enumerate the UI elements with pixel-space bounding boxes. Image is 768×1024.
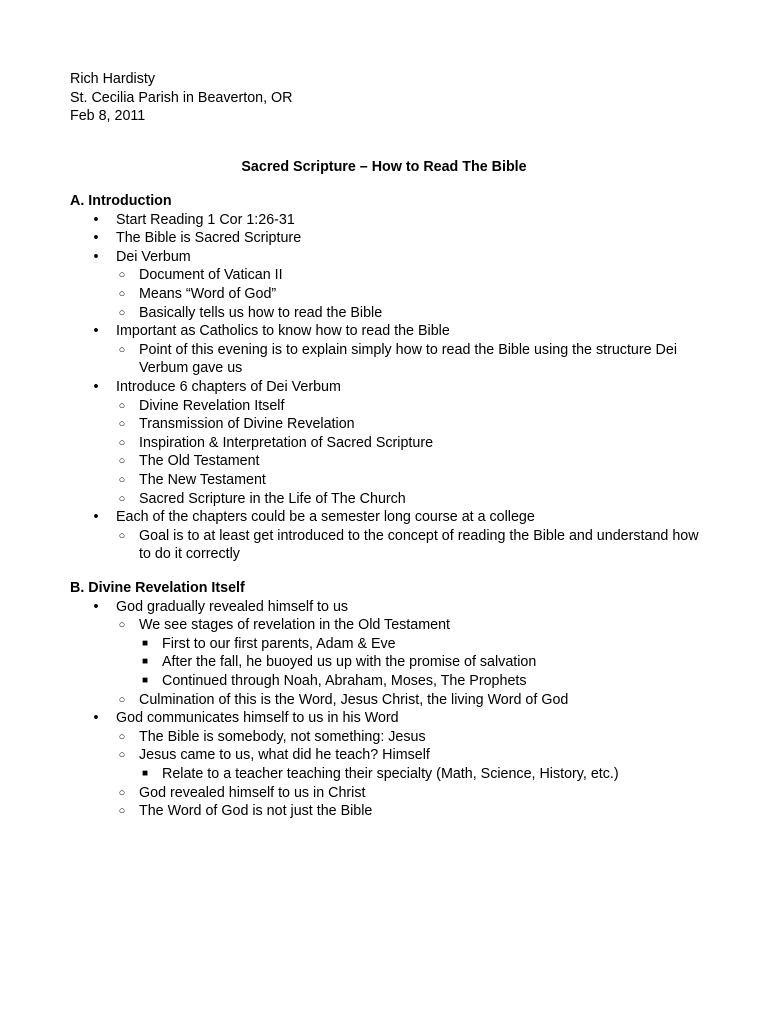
outline-item-text: Goal is to at least get introduced to the concept of reading the Bible and understand how to do it correctly: [139, 527, 699, 563]
outline-item-text: Continued through Noah, Abraham, Moses, The Prophets: [162, 672, 527, 689]
outline-item-text: God communicates himself to us in his Word: [116, 710, 399, 727]
outline-item: [70, 653, 710, 672]
outline-item: [70, 266, 710, 285]
circle-bullet-icon: ○: [118, 399, 126, 412]
outline-item: [70, 471, 710, 490]
document-title: Sacred Scripture – How to Read The Bible: [241, 159, 527, 175]
section-introduction: [70, 192, 710, 564]
section-outline: [70, 598, 710, 821]
section-heading: A. Introduction: [70, 193, 172, 209]
outline-item: [70, 691, 710, 710]
outline-item-text: Dei Verbum: [116, 248, 191, 265]
bullet-icon: •: [93, 211, 99, 228]
outline-item: [70, 527, 710, 564]
outline-item-text: Introduce 6 chapters of Dei Verbum: [116, 378, 341, 395]
outline-item: [70, 508, 710, 527]
outline-item: [70, 746, 710, 765]
outline-item: [70, 434, 710, 453]
square-bullet-icon: ■: [141, 767, 149, 779]
outline-item: [70, 415, 710, 434]
document-date: Feb 8, 2011: [70, 108, 146, 125]
outline-item-text: Relate to a teacher teaching their specialty (Math, Science, History, etc.): [162, 765, 619, 782]
bullet-icon: •: [93, 248, 99, 265]
outline-item-text: Point of this evening is to explain simply how to read the Bible using the structure Dei Verbum gave us: [139, 341, 678, 377]
outline-item-text: The Old Testament: [139, 453, 260, 470]
circle-bullet-icon: ○: [118, 436, 126, 449]
outline-item-text: Means “Word of God”: [139, 285, 277, 302]
outline-item: [70, 490, 710, 509]
circle-bullet-icon: ○: [118, 529, 126, 542]
square-bullet-icon: ■: [141, 637, 149, 649]
outline-item-text: Inspiration & Interpretation of Sacred Scripture: [139, 434, 434, 451]
outline-item: [70, 616, 710, 635]
circle-bullet-icon: ○: [118, 492, 126, 505]
circle-bullet-icon: ○: [118, 287, 126, 300]
bullet-icon: •: [93, 378, 99, 395]
outline-item: [70, 728, 710, 747]
parish-location: St. Cecilia Parish in Beaverton, OR: [70, 89, 293, 106]
outline-item: [70, 765, 710, 784]
bullet-icon: •: [93, 598, 99, 615]
circle-bullet-icon: ○: [118, 805, 126, 818]
section-outline: [70, 211, 710, 564]
outline-item-text: Culmination of this is the Word, Jesus Christ, the living Word of God: [139, 691, 569, 708]
circle-bullet-icon: ○: [118, 269, 126, 282]
outline-item: [70, 672, 710, 691]
outline-item: [70, 211, 710, 230]
outline-item-text: Basically tells us how to read the Bible: [139, 304, 383, 321]
bullet-icon: •: [93, 509, 99, 526]
outline-item-text: Each of the chapters could be a semester long course at a college: [116, 509, 535, 526]
section-divine-revelation: [70, 579, 710, 821]
outline-item-text: Transmission of Divine Revelation: [139, 416, 355, 433]
outline-item-text: God revealed himself to us in Christ: [139, 784, 366, 801]
circle-bullet-icon: ○: [118, 343, 126, 356]
outline-item: [70, 635, 710, 654]
circle-bullet-icon: ○: [118, 619, 126, 632]
outline-item-text: Divine Revelation Itself: [139, 397, 285, 414]
circle-bullet-icon: ○: [118, 786, 126, 799]
bullet-icon: •: [93, 710, 99, 727]
outline-item-text: After the fall, he buoyed us up with the promise of salvation: [162, 654, 537, 671]
outline-item: [70, 397, 710, 416]
outline-item: [70, 598, 710, 617]
outline-item: [70, 784, 710, 803]
document-header: [70, 70, 293, 126]
circle-bullet-icon: ○: [118, 693, 126, 706]
outline-item: [70, 304, 710, 323]
outline-item: [70, 322, 710, 341]
outline-item: [70, 285, 710, 304]
outline-item-text: Start Reading 1 Cor 1:26-31: [116, 211, 295, 228]
square-bullet-icon: ■: [141, 674, 149, 686]
outline-item: [70, 341, 710, 378]
circle-bullet-icon: ○: [118, 306, 126, 319]
circle-bullet-icon: ○: [118, 749, 126, 762]
outline-item: [70, 229, 710, 248]
outline-item: [70, 709, 710, 728]
square-bullet-icon: ■: [141, 656, 149, 668]
outline-item-text: Jesus came to us, what did he teach? Himself: [139, 747, 430, 764]
outline-item: [70, 248, 710, 267]
outline-item-text: The Bible is Sacred Scripture: [116, 230, 302, 247]
outline-item-text: Sacred Scripture in the Life of The Church: [139, 490, 406, 507]
circle-bullet-icon: ○: [118, 473, 126, 486]
outline-item-text: We see stages of revelation in the Old Testament: [139, 617, 450, 634]
outline-item-text: First to our first parents, Adam & Eve: [162, 635, 396, 652]
circle-bullet-icon: ○: [118, 418, 126, 431]
outline-item-text: God gradually revealed himself to us: [116, 598, 349, 615]
bullet-icon: •: [93, 323, 99, 340]
outline-item: [70, 378, 710, 397]
author-name: Rich Hardisty: [70, 71, 156, 87]
outline-item-text: Document of Vatican II: [139, 267, 283, 284]
outline-item: [70, 452, 710, 471]
bullet-icon: •: [93, 230, 99, 247]
section-heading: B. Divine Revelation Itself: [70, 580, 245, 596]
outline-item-text: The Bible is somebody, not something: Jesus: [139, 728, 426, 745]
outline-item: [70, 802, 710, 821]
circle-bullet-icon: ○: [118, 455, 126, 468]
outline-item-text: Important as Catholics to know how to read the Bible: [116, 323, 450, 340]
outline-item-text: The New Testament: [139, 471, 266, 488]
outline-item-text: The Word of God is not just the Bible: [139, 803, 373, 820]
circle-bullet-icon: ○: [118, 730, 126, 743]
